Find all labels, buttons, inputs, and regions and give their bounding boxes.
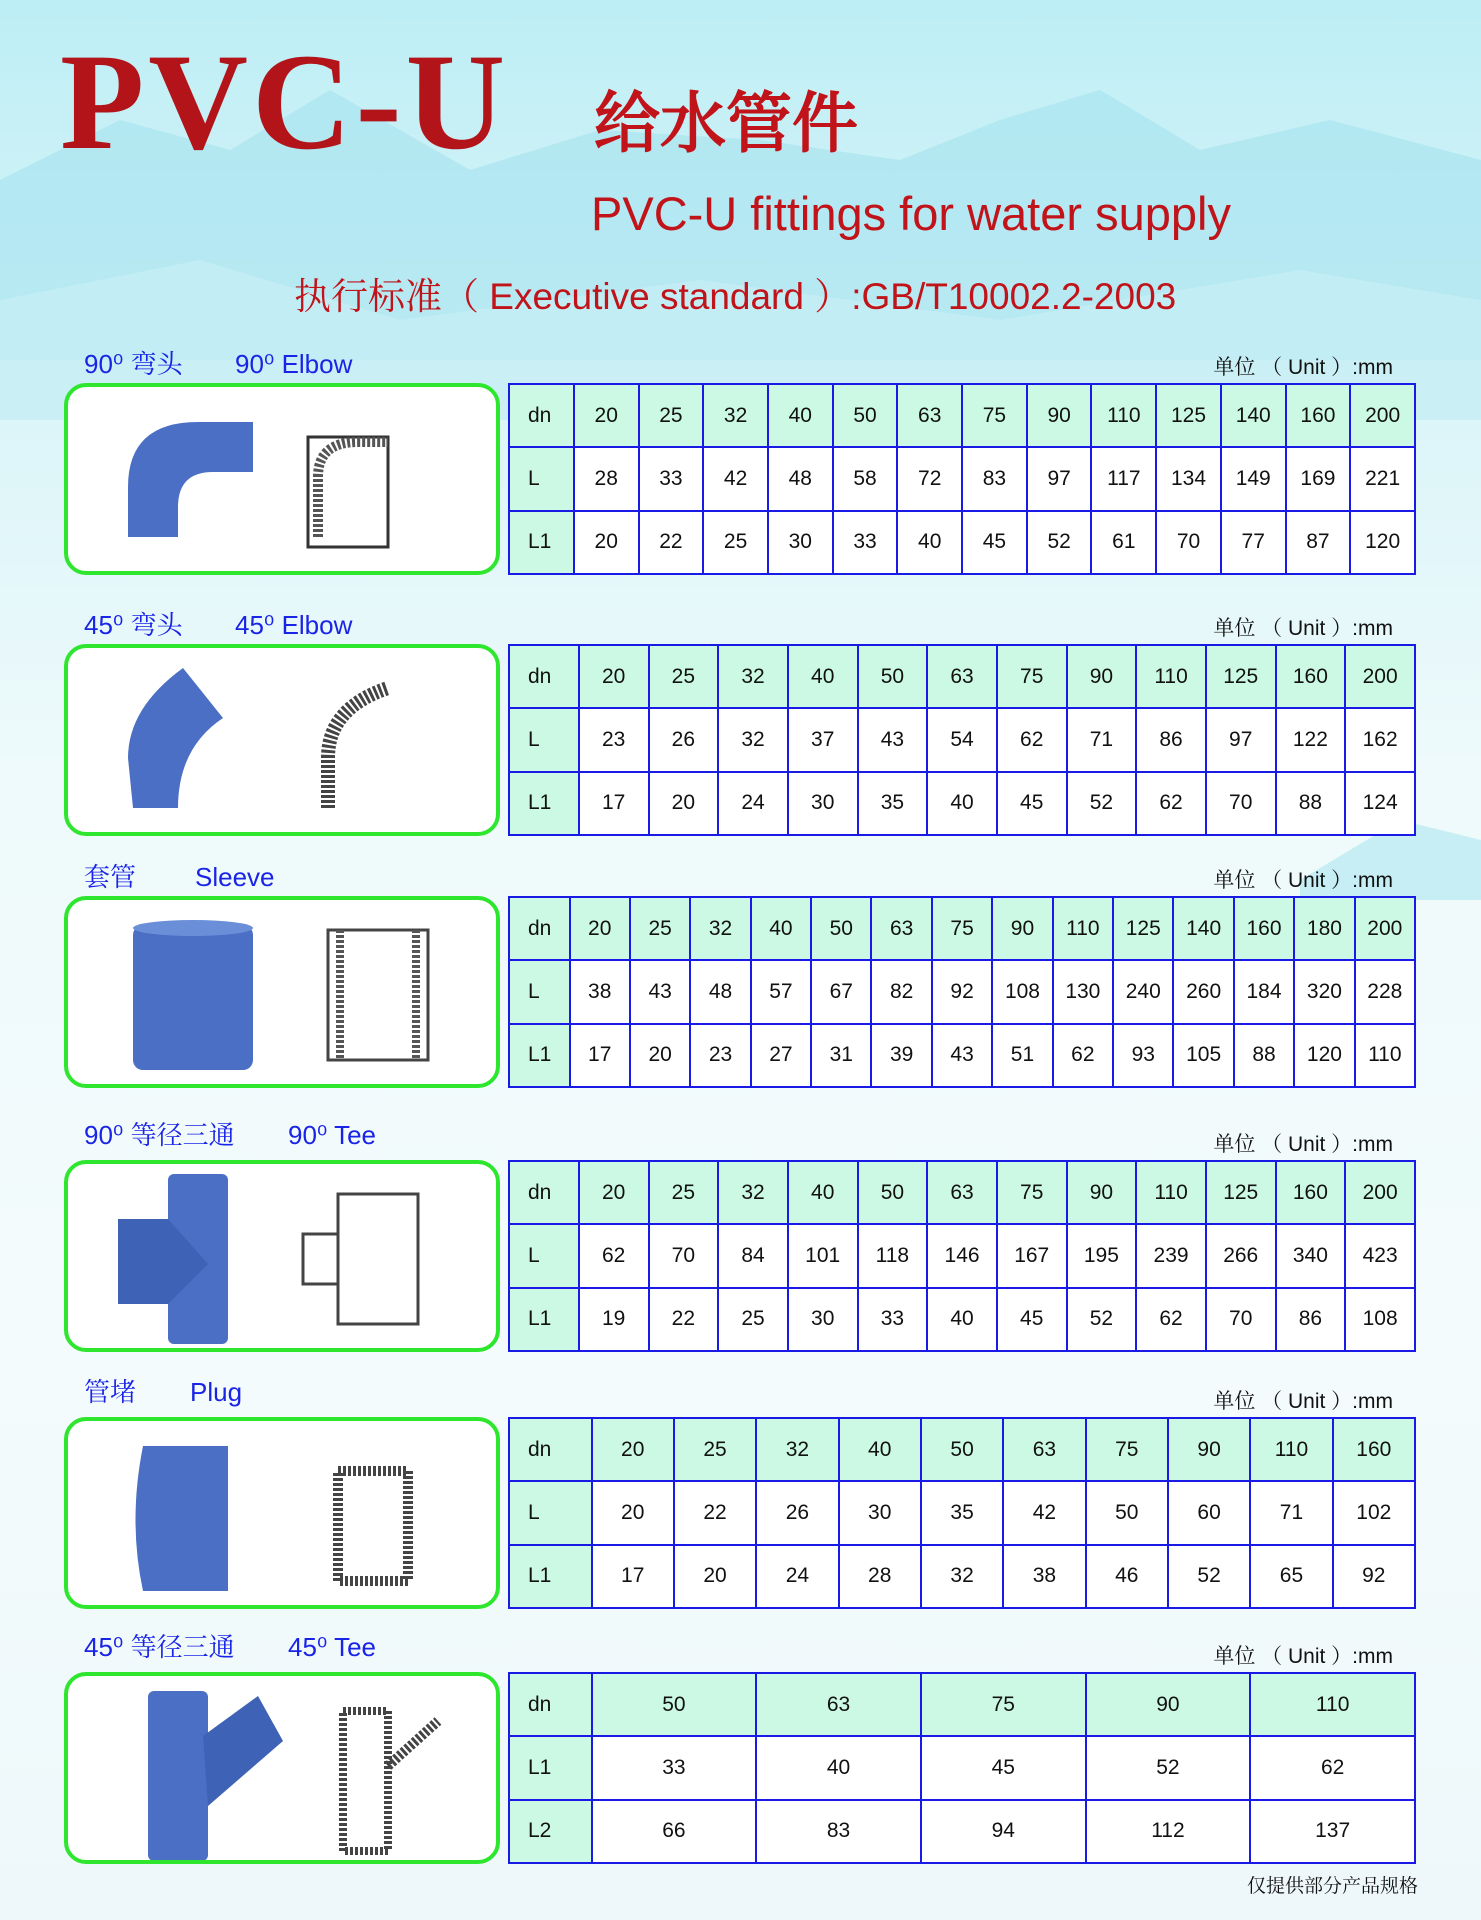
spec-table bbox=[508, 383, 1416, 575]
table-cell: 62 bbox=[1250, 1736, 1415, 1799]
section-label-cn: 管堵 bbox=[84, 1377, 137, 1407]
table-cell: 24 bbox=[756, 1545, 838, 1608]
table-cell: 25 bbox=[639, 384, 704, 447]
table-cell: 94 bbox=[921, 1800, 1086, 1863]
table-cell: 140 bbox=[1221, 384, 1286, 447]
table-cell: 340 bbox=[1276, 1224, 1346, 1287]
row-header: dn bbox=[509, 384, 574, 447]
table-cell: 33 bbox=[639, 447, 704, 510]
table-cell: 97 bbox=[1027, 447, 1092, 510]
table-cell: 82 bbox=[871, 960, 931, 1023]
table-cell: 62 bbox=[1136, 1288, 1206, 1351]
table-cell: 83 bbox=[962, 447, 1027, 510]
table-cell: 25 bbox=[649, 645, 719, 708]
table-cell: 134 bbox=[1156, 447, 1221, 510]
table-cell: 32 bbox=[921, 1545, 1003, 1608]
table-cell: 33 bbox=[833, 511, 898, 574]
table-cell: 32 bbox=[718, 708, 788, 771]
unit-label: 单位 （ Unit ）:mm bbox=[1213, 1133, 1393, 1156]
table-cell: 146 bbox=[927, 1224, 997, 1287]
table-cell: 51 bbox=[992, 1024, 1052, 1087]
table-cell: 20 bbox=[579, 1161, 649, 1224]
table-cell: 63 bbox=[756, 1673, 921, 1736]
section-label-en: 90⁰ Elbow bbox=[235, 349, 353, 379]
footer-note: 仅提供部分产品规格 bbox=[1246, 1876, 1418, 1897]
product-image-box bbox=[64, 1160, 500, 1352]
table-row bbox=[509, 1800, 1415, 1863]
row-header: L bbox=[509, 960, 570, 1023]
table-row bbox=[509, 1224, 1415, 1287]
row-header: L1 bbox=[509, 1736, 592, 1799]
table-cell: 117 bbox=[1091, 447, 1156, 510]
table-cell: 32 bbox=[718, 1161, 788, 1224]
table-cell: 20 bbox=[649, 772, 719, 835]
unit-label: 单位 （ Unit ）:mm bbox=[1213, 869, 1393, 892]
table-cell: 54 bbox=[927, 708, 997, 771]
table-cell: 40 bbox=[897, 511, 962, 574]
table-cell: 102 bbox=[1333, 1481, 1415, 1544]
table-cell: 92 bbox=[932, 960, 992, 1023]
table-cell: 84 bbox=[718, 1224, 788, 1287]
table-cell: 50 bbox=[858, 645, 928, 708]
table-cell: 160 bbox=[1276, 645, 1346, 708]
table-row bbox=[509, 384, 1415, 447]
table-cell: 40 bbox=[927, 1288, 997, 1351]
table-row bbox=[509, 1418, 1415, 1481]
unit-label: 单位 （ Unit ）:mm bbox=[1213, 1390, 1393, 1413]
table-cell: 70 bbox=[1206, 1288, 1276, 1351]
table-cell: 108 bbox=[1345, 1288, 1415, 1351]
table-cell: 200 bbox=[1345, 1161, 1415, 1224]
table-cell: 88 bbox=[1234, 1024, 1294, 1087]
table-cell: 31 bbox=[811, 1024, 871, 1087]
table-row bbox=[509, 1545, 1415, 1608]
table-cell: 62 bbox=[579, 1224, 649, 1287]
table-cell: 110 bbox=[1091, 384, 1156, 447]
row-header: dn bbox=[509, 645, 579, 708]
section-label-cn: 45⁰ 等径三通 bbox=[84, 1632, 235, 1662]
table-cell: 20 bbox=[570, 897, 630, 960]
table-cell: 200 bbox=[1345, 645, 1415, 708]
table-cell: 25 bbox=[630, 897, 690, 960]
section-label-cn: 套管 bbox=[84, 862, 137, 892]
table-cell: 92 bbox=[1333, 1545, 1415, 1608]
table-cell: 61 bbox=[1091, 511, 1156, 574]
row-header: L bbox=[509, 447, 574, 510]
table-cell: 28 bbox=[574, 447, 639, 510]
table-cell: 70 bbox=[649, 1224, 719, 1287]
table-cell: 33 bbox=[858, 1288, 928, 1351]
table-row bbox=[509, 1024, 1415, 1087]
table-cell: 125 bbox=[1206, 1161, 1276, 1224]
table-cell: 35 bbox=[921, 1481, 1003, 1544]
row-header: L bbox=[509, 708, 579, 771]
table-cell: 32 bbox=[756, 1418, 838, 1481]
table-cell: 20 bbox=[592, 1481, 674, 1544]
table-cell: 90 bbox=[1067, 1161, 1137, 1224]
table-cell: 137 bbox=[1250, 1800, 1415, 1863]
table-cell: 48 bbox=[768, 447, 833, 510]
table-cell: 45 bbox=[997, 1288, 1067, 1351]
product-image-box bbox=[64, 383, 500, 575]
row-header: L bbox=[509, 1224, 579, 1287]
table-cell: 45 bbox=[921, 1736, 1086, 1799]
table-cell: 200 bbox=[1355, 897, 1415, 960]
table-cell: 93 bbox=[1113, 1024, 1173, 1087]
table-cell: 124 bbox=[1345, 772, 1415, 835]
table-cell: 46 bbox=[1086, 1545, 1168, 1608]
table-cell: 45 bbox=[962, 511, 1027, 574]
section-label-en: 90⁰ Tee bbox=[288, 1120, 377, 1150]
product-image-box bbox=[64, 896, 500, 1088]
table-cell: 180 bbox=[1294, 897, 1354, 960]
table-cell: 20 bbox=[574, 384, 639, 447]
table-cell: 75 bbox=[1086, 1418, 1168, 1481]
tee-90-icon bbox=[68, 1164, 496, 1348]
row-header: dn bbox=[509, 897, 570, 960]
spec-table bbox=[508, 1160, 1416, 1352]
table-cell: 30 bbox=[839, 1481, 921, 1544]
table-cell: 87 bbox=[1286, 511, 1351, 574]
table-cell: 160 bbox=[1333, 1418, 1415, 1481]
table-cell: 40 bbox=[788, 645, 858, 708]
table-cell: 149 bbox=[1221, 447, 1286, 510]
table-cell: 90 bbox=[1168, 1418, 1250, 1481]
table-cell: 40 bbox=[788, 1161, 858, 1224]
elbow-90-icon bbox=[68, 387, 496, 571]
table-row bbox=[509, 645, 1415, 708]
table-cell: 110 bbox=[1250, 1418, 1332, 1481]
table-cell: 32 bbox=[690, 897, 750, 960]
table-cell: 75 bbox=[921, 1673, 1086, 1736]
table-cell: 200 bbox=[1350, 384, 1415, 447]
section-label-cn: 45⁰ 弯头 bbox=[84, 610, 183, 640]
unit-label: 单位 （ Unit ）:mm bbox=[1213, 1645, 1393, 1668]
table-cell: 90 bbox=[992, 897, 1052, 960]
table-cell: 62 bbox=[1053, 1024, 1113, 1087]
sleeve-icon bbox=[68, 900, 496, 1084]
table-cell: 63 bbox=[1003, 1418, 1085, 1481]
table-row bbox=[509, 447, 1415, 510]
table-cell: 50 bbox=[921, 1418, 1003, 1481]
table-cell: 70 bbox=[1206, 772, 1276, 835]
table-cell: 25 bbox=[703, 511, 768, 574]
table-cell: 17 bbox=[570, 1024, 630, 1087]
table-cell: 160 bbox=[1276, 1161, 1346, 1224]
table-cell: 23 bbox=[690, 1024, 750, 1087]
table-cell: 195 bbox=[1067, 1224, 1137, 1287]
section-label-cn: 90⁰ 弯头 bbox=[84, 349, 183, 379]
table-row bbox=[509, 708, 1415, 771]
table-cell: 39 bbox=[871, 1024, 931, 1087]
table-cell: 86 bbox=[1136, 708, 1206, 771]
table-cell: 108 bbox=[992, 960, 1052, 1023]
table-cell: 83 bbox=[756, 1800, 921, 1863]
table-cell: 86 bbox=[1276, 1288, 1346, 1351]
table-cell: 32 bbox=[718, 645, 788, 708]
table-cell: 105 bbox=[1173, 1024, 1233, 1087]
table-row bbox=[509, 1161, 1415, 1224]
table-cell: 63 bbox=[897, 384, 962, 447]
table-cell: 52 bbox=[1168, 1545, 1250, 1608]
table-cell: 26 bbox=[756, 1481, 838, 1544]
table-cell: 20 bbox=[674, 1545, 756, 1608]
table-cell: 110 bbox=[1355, 1024, 1415, 1087]
table-cell: 75 bbox=[997, 645, 1067, 708]
table-cell: 67 bbox=[811, 960, 871, 1023]
table-cell: 50 bbox=[833, 384, 898, 447]
table-cell: 38 bbox=[570, 960, 630, 1023]
table-cell: 43 bbox=[630, 960, 690, 1023]
table-cell: 77 bbox=[1221, 511, 1286, 574]
elbow-45-icon bbox=[68, 648, 496, 832]
table-cell: 110 bbox=[1250, 1673, 1415, 1736]
executive-standard: 执行标准（ Executive standard ）:GB/T10002.2-2003 bbox=[294, 276, 1177, 317]
table-cell: 27 bbox=[751, 1024, 811, 1087]
table-cell: 65 bbox=[1250, 1545, 1332, 1608]
table-cell: 42 bbox=[703, 447, 768, 510]
table-cell: 37 bbox=[788, 708, 858, 771]
table-cell: 57 bbox=[751, 960, 811, 1023]
table-cell: 50 bbox=[858, 1161, 928, 1224]
table-cell: 90 bbox=[1027, 384, 1092, 447]
table-cell: 71 bbox=[1250, 1481, 1332, 1544]
table-cell: 50 bbox=[811, 897, 871, 960]
table-cell: 228 bbox=[1355, 960, 1415, 1023]
table-cell: 17 bbox=[579, 772, 649, 835]
table-cell: 32 bbox=[703, 384, 768, 447]
table-cell: 162 bbox=[1345, 708, 1415, 771]
table-cell: 70 bbox=[1156, 511, 1221, 574]
table-cell: 239 bbox=[1136, 1224, 1206, 1287]
table-cell: 101 bbox=[788, 1224, 858, 1287]
table-cell: 30 bbox=[788, 772, 858, 835]
table-cell: 62 bbox=[997, 708, 1067, 771]
table-cell: 97 bbox=[1206, 708, 1276, 771]
table-cell: 423 bbox=[1345, 1224, 1415, 1287]
table-cell: 75 bbox=[962, 384, 1027, 447]
spec-table bbox=[508, 896, 1416, 1088]
table-cell: 112 bbox=[1086, 1800, 1251, 1863]
table-cell: 122 bbox=[1276, 708, 1346, 771]
table-cell: 221 bbox=[1350, 447, 1415, 510]
product-image-box bbox=[64, 1417, 500, 1609]
table-cell: 66 bbox=[592, 1800, 757, 1863]
tee-45-icon bbox=[68, 1676, 496, 1860]
table-cell: 75 bbox=[932, 897, 992, 960]
table-row bbox=[509, 897, 1415, 960]
table-cell: 25 bbox=[674, 1418, 756, 1481]
table-cell: 43 bbox=[858, 708, 928, 771]
table-cell: 130 bbox=[1053, 960, 1113, 1023]
table-cell: 19 bbox=[579, 1288, 649, 1351]
row-header: dn bbox=[509, 1418, 592, 1481]
row-header: L1 bbox=[509, 1024, 570, 1087]
table-cell: 30 bbox=[768, 511, 833, 574]
table-cell: 160 bbox=[1234, 897, 1294, 960]
table-cell: 20 bbox=[630, 1024, 690, 1087]
page-title-chinese: 给水管件 bbox=[594, 86, 858, 160]
table-cell: 260 bbox=[1173, 960, 1233, 1023]
table-row bbox=[509, 960, 1415, 1023]
section-label-en: Plug bbox=[190, 1377, 243, 1407]
table-cell: 62 bbox=[1136, 772, 1206, 835]
table-cell: 240 bbox=[1113, 960, 1173, 1023]
table-row bbox=[509, 1288, 1415, 1351]
table-cell: 90 bbox=[1067, 645, 1137, 708]
table-cell: 50 bbox=[592, 1673, 757, 1736]
table-cell: 25 bbox=[649, 1161, 719, 1224]
row-header: L bbox=[509, 1481, 592, 1544]
table-cell: 42 bbox=[1003, 1481, 1085, 1544]
table-cell: 40 bbox=[839, 1418, 921, 1481]
table-cell: 22 bbox=[674, 1481, 756, 1544]
table-row bbox=[509, 1481, 1415, 1544]
table-cell: 35 bbox=[858, 772, 928, 835]
table-cell: 23 bbox=[579, 708, 649, 771]
table-cell: 50 bbox=[1086, 1481, 1168, 1544]
row-header: L1 bbox=[509, 511, 574, 574]
table-row bbox=[509, 1736, 1415, 1799]
section-label-en: 45⁰ Elbow bbox=[235, 610, 353, 640]
table-cell: 88 bbox=[1276, 772, 1346, 835]
product-image-box bbox=[64, 1672, 500, 1864]
table-cell: 40 bbox=[768, 384, 833, 447]
table-cell: 20 bbox=[574, 511, 639, 574]
table-cell: 125 bbox=[1156, 384, 1221, 447]
section-label-en: Sleeve bbox=[195, 862, 275, 892]
table-cell: 24 bbox=[718, 772, 788, 835]
table-cell: 63 bbox=[927, 1161, 997, 1224]
table-cell: 71 bbox=[1067, 708, 1137, 771]
table-cell: 17 bbox=[592, 1545, 674, 1608]
plug-icon bbox=[68, 1421, 496, 1605]
table-cell: 125 bbox=[1206, 645, 1276, 708]
row-header: L1 bbox=[509, 1545, 592, 1608]
table-cell: 28 bbox=[839, 1545, 921, 1608]
page-title: PVC-U bbox=[60, 25, 510, 178]
table-cell: 266 bbox=[1206, 1224, 1276, 1287]
unit-label: 单位 （ Unit ）:mm bbox=[1213, 617, 1393, 640]
table-cell: 184 bbox=[1234, 960, 1294, 1023]
table-cell: 40 bbox=[756, 1736, 921, 1799]
table-cell: 90 bbox=[1086, 1673, 1251, 1736]
table-cell: 110 bbox=[1136, 645, 1206, 708]
row-header: L2 bbox=[509, 1800, 592, 1863]
table-cell: 40 bbox=[927, 772, 997, 835]
table-cell: 63 bbox=[871, 897, 931, 960]
section-label-cn: 90⁰ 等径三通 bbox=[84, 1120, 235, 1150]
spec-table bbox=[508, 1417, 1416, 1609]
table-cell: 320 bbox=[1294, 960, 1354, 1023]
table-cell: 22 bbox=[639, 511, 704, 574]
spec-table bbox=[508, 1672, 1416, 1864]
table-cell: 45 bbox=[997, 772, 1067, 835]
table-cell: 118 bbox=[858, 1224, 928, 1287]
unit-label: 单位 （ Unit ）:mm bbox=[1213, 356, 1393, 379]
row-header: dn bbox=[509, 1161, 579, 1224]
table-cell: 48 bbox=[690, 960, 750, 1023]
table-cell: 60 bbox=[1168, 1481, 1250, 1544]
table-row bbox=[509, 772, 1415, 835]
table-cell: 167 bbox=[997, 1224, 1067, 1287]
table-cell: 140 bbox=[1173, 897, 1233, 960]
table-row bbox=[509, 511, 1415, 574]
table-row bbox=[509, 1673, 1415, 1736]
table-cell: 120 bbox=[1350, 511, 1415, 574]
table-cell: 110 bbox=[1053, 897, 1113, 960]
section-label-en: 45⁰ Tee bbox=[288, 1632, 377, 1662]
table-cell: 169 bbox=[1286, 447, 1351, 510]
table-cell: 43 bbox=[932, 1024, 992, 1087]
row-header: dn bbox=[509, 1673, 592, 1736]
table-cell: 160 bbox=[1286, 384, 1351, 447]
spec-table bbox=[508, 644, 1416, 836]
table-cell: 40 bbox=[751, 897, 811, 960]
table-cell: 52 bbox=[1067, 772, 1137, 835]
table-cell: 63 bbox=[927, 645, 997, 708]
table-cell: 38 bbox=[1003, 1545, 1085, 1608]
row-header: L1 bbox=[509, 1288, 579, 1351]
product-image-box bbox=[64, 644, 500, 836]
table-cell: 52 bbox=[1067, 1288, 1137, 1351]
table-cell: 120 bbox=[1294, 1024, 1354, 1087]
row-header: L1 bbox=[509, 772, 579, 835]
table-cell: 75 bbox=[997, 1161, 1067, 1224]
table-cell: 72 bbox=[897, 447, 962, 510]
table-cell: 58 bbox=[833, 447, 898, 510]
table-cell: 30 bbox=[788, 1288, 858, 1351]
table-cell: 22 bbox=[649, 1288, 719, 1351]
table-cell: 20 bbox=[592, 1418, 674, 1481]
table-cell: 33 bbox=[592, 1736, 757, 1799]
table-cell: 52 bbox=[1027, 511, 1092, 574]
table-cell: 20 bbox=[579, 645, 649, 708]
page-subtitle: PVC-U fittings for water supply bbox=[591, 187, 1231, 240]
table-cell: 26 bbox=[649, 708, 719, 771]
table-cell: 125 bbox=[1113, 897, 1173, 960]
table-cell: 110 bbox=[1136, 1161, 1206, 1224]
table-cell: 52 bbox=[1086, 1736, 1251, 1799]
table-cell: 25 bbox=[718, 1288, 788, 1351]
